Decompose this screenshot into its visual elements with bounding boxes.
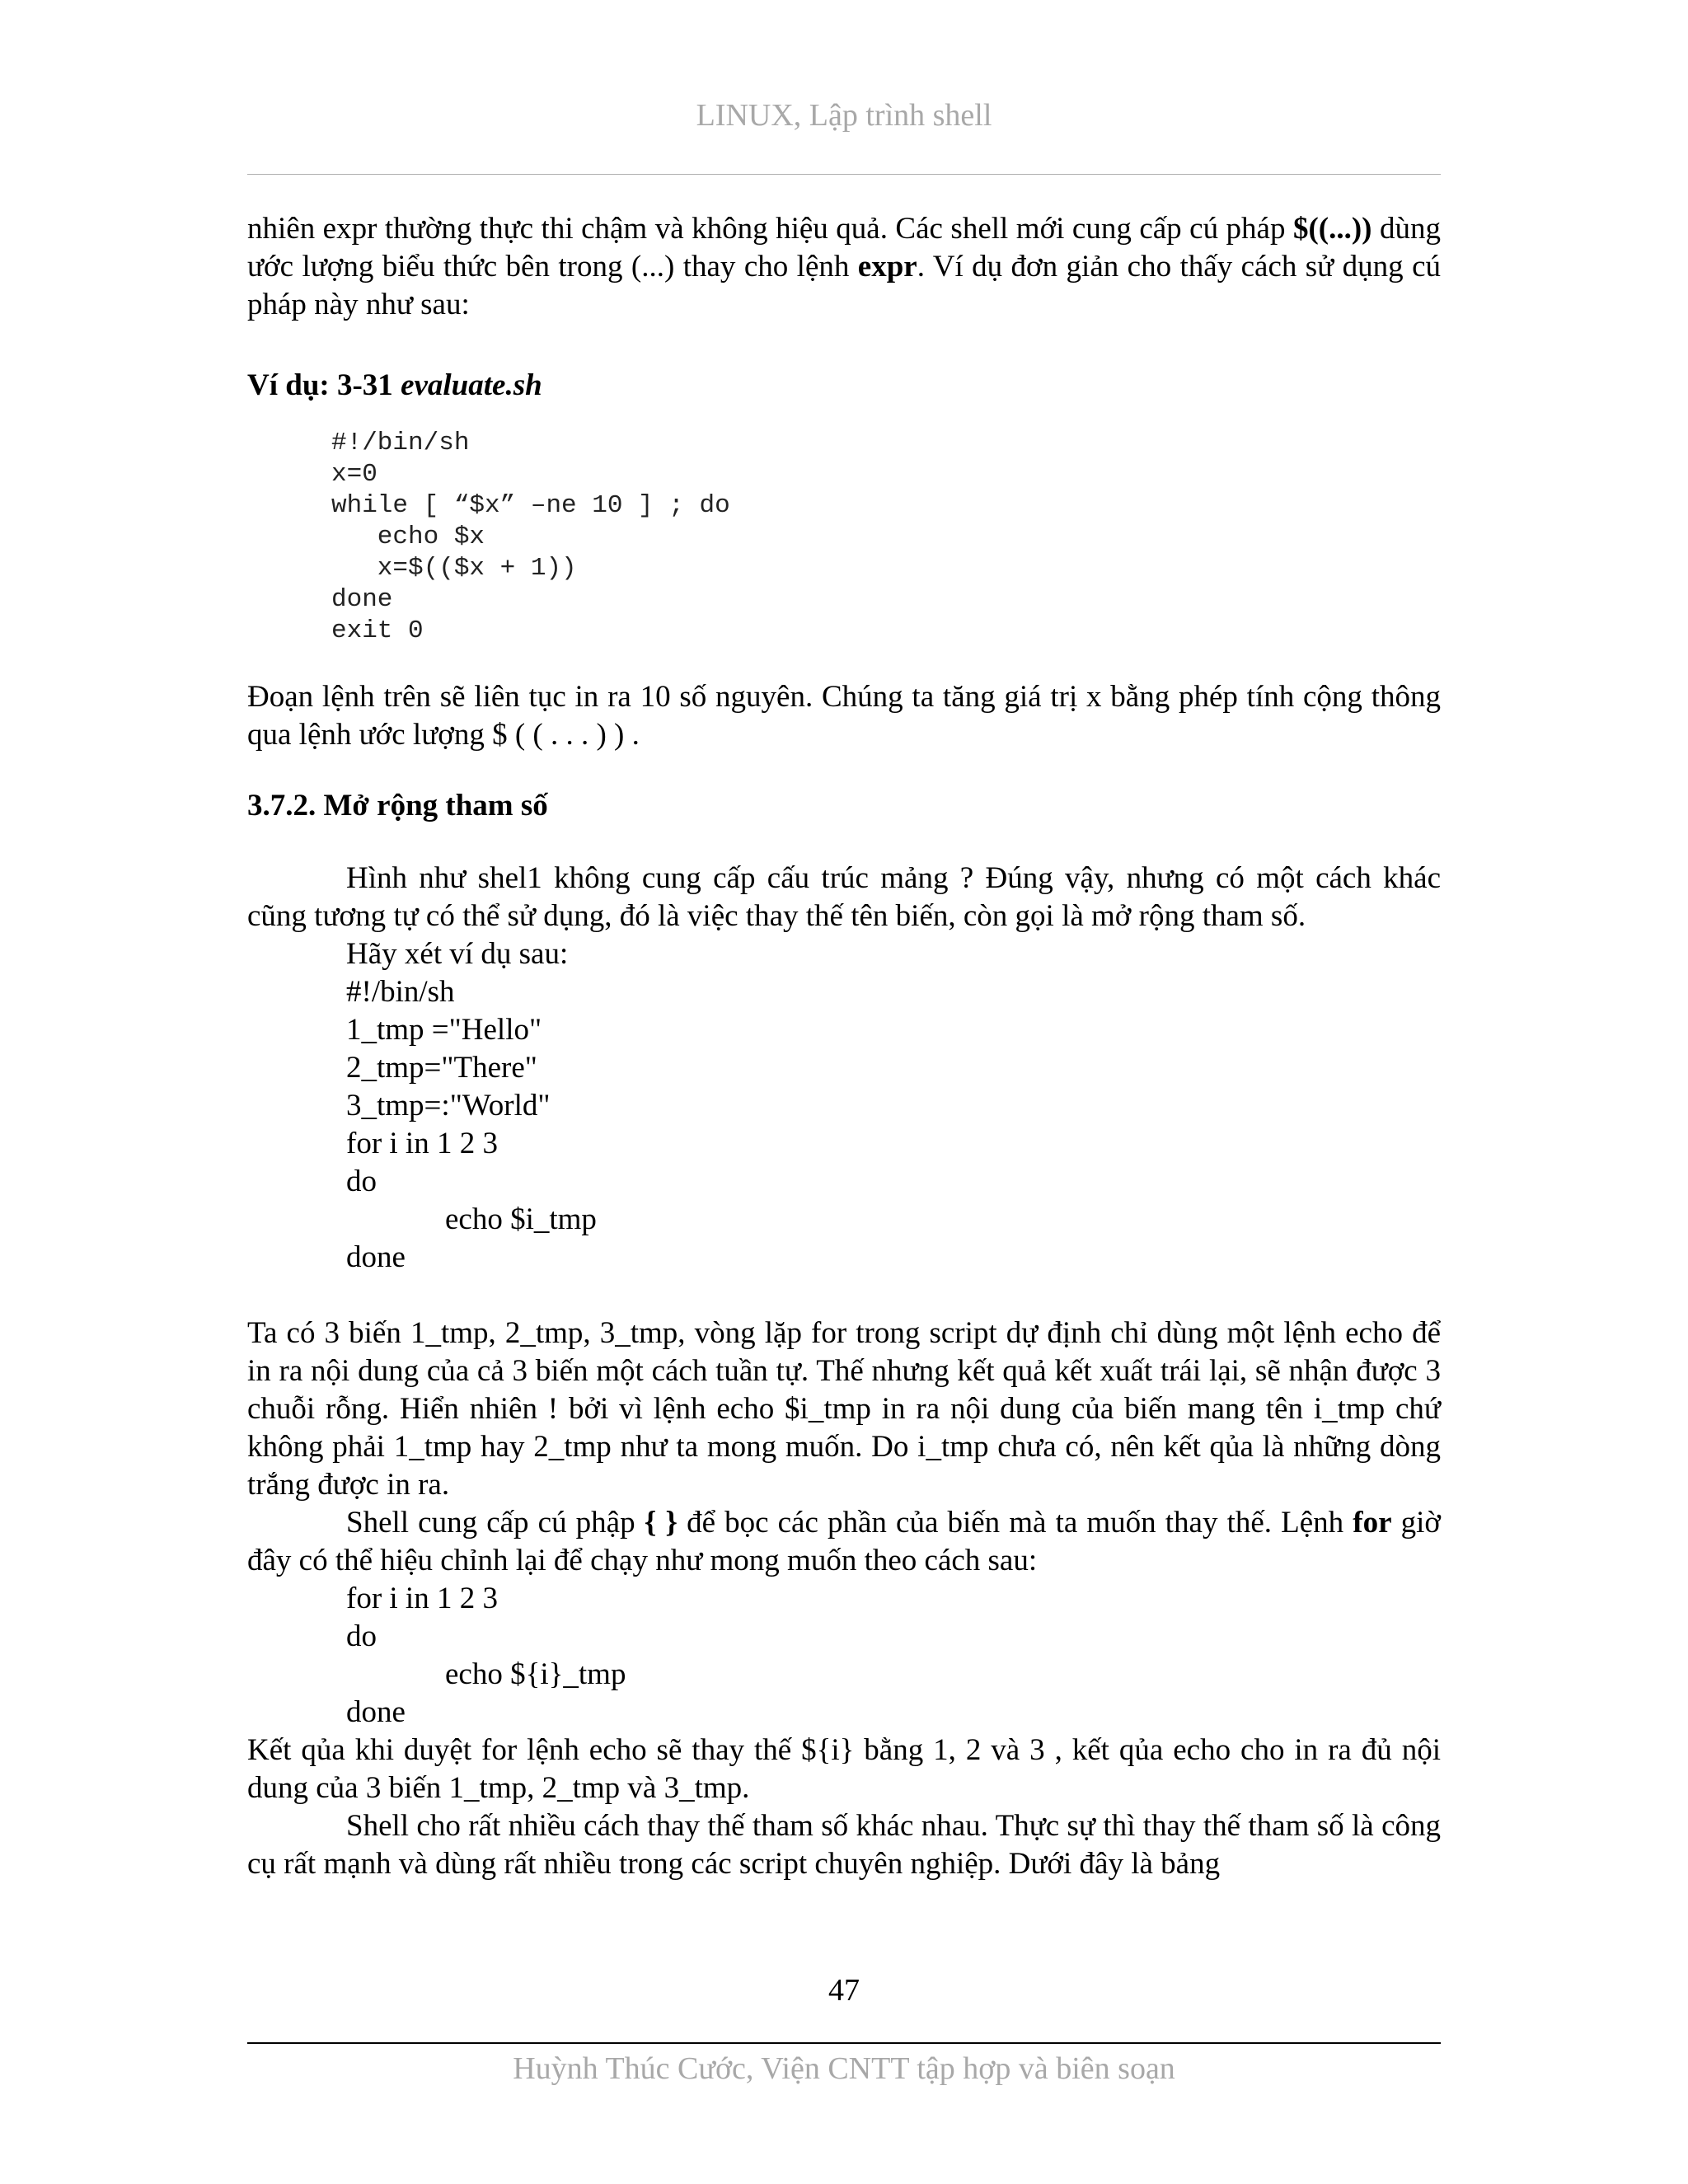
code-line: done xyxy=(331,585,393,614)
page-number: 47 xyxy=(828,1973,860,2008)
page-body xyxy=(247,210,1441,1883)
section-paragraph-4: Kết qủa khi duyệt for lệnh echo sẽ thay thế ${i} bằng 1, 2 và 3 , kết qủa echo cho in ra đủ nội dung của 3 biến 1_tmp, 2_tmp và 3_tmp. xyxy=(247,1733,1441,1805)
intro-expr: expr xyxy=(857,250,917,284)
example-title xyxy=(247,367,1441,405)
listing-line: for i in 1 2 3 xyxy=(346,1582,498,1615)
para3-text-1: Shell cung cấp cú phập xyxy=(346,1506,645,1540)
listing-line: do xyxy=(346,1165,377,1198)
footer-rule xyxy=(247,2042,1441,2044)
listing-line: do xyxy=(346,1619,377,1653)
para3-text-3: giờ đây có thể hiệu chỉnh lại để chạy như mong muốn theo cách sau: xyxy=(247,1506,1441,1577)
listing-line: echo ${i}_tmp xyxy=(445,1657,626,1691)
intro-text-1: nhiên expr thường thực thi chậm và không hiệu quả. Các shell mới cung cấp cú pháp xyxy=(247,212,1293,246)
section-heading: 3.7.2. Mở rộng tham số xyxy=(247,789,548,823)
para3-braces: { } xyxy=(644,1506,678,1540)
code-line: exit 0 xyxy=(331,616,424,645)
para3-text-2: để bọc các phần của biến mà ta muốn thay thế. Lệnh xyxy=(677,1506,1353,1540)
section-paragraph-1: Hình như shel1 không cung cấp cấu trúc mảng ? Đúng vậy, nhưng có một cách khác cũng tương tự có thể sử dụng, đó là việc thay thế tên biến, còn gọi là mở rộng tham số. xyxy=(247,861,1441,933)
intro-text-2: dùng ước lượng biểu thức bên trong (...) thay cho lệnh xyxy=(247,212,1441,284)
example-listing-2 xyxy=(346,1580,1441,1732)
intro-syntax: $((...)) xyxy=(1292,212,1372,246)
code-line: #!/bin/sh xyxy=(331,429,470,457)
section-paragraph-3 xyxy=(247,1504,1441,1580)
example-listing-1 xyxy=(346,935,1441,1277)
intro-paragraph xyxy=(247,210,1441,324)
listing-line: echo $i_tmp xyxy=(445,1202,597,1236)
code-line: x=0 xyxy=(331,460,377,489)
listing-line: for i in 1 2 3 xyxy=(346,1127,498,1160)
listing-intro: Hãy xét ví dụ sau: xyxy=(346,937,569,971)
after-code-paragraph: Đoạn lệnh trên sẽ liên tục in ra 10 số nguyên. Chúng ta tăng giá trị x bằng phép tính cộng thông qua lệnh ước lượng $ ( ( . . . ) ) . xyxy=(247,680,1441,752)
example-filename: evaluate.sh xyxy=(401,368,542,402)
listing-line: #!/bin/sh xyxy=(346,975,455,1009)
listing-line: 2_tmp="There" xyxy=(346,1051,537,1085)
section-paragraph-5: Shell cho rất nhiều cách thay thế tham số khác nhau. Thực sự thì thay thế tham số là công cụ rất mạnh và dùng rất nhiều trong các script chuyên nghiệp. Dưới đây là bảng xyxy=(247,1809,1441,1881)
blank-line xyxy=(247,1277,1441,1315)
code-line: x=$(($x + 1)) xyxy=(331,554,577,583)
code-listing xyxy=(331,428,1441,647)
para3-for: for xyxy=(1353,1506,1392,1540)
running-header: LINUX, Lập trình shell xyxy=(696,98,992,133)
example-label: Ví dụ: 3-31 xyxy=(247,368,401,402)
section-paragraph-2: Ta có 3 biến 1_tmp, 2_tmp, 3_tmp, vòng lặp for trong script dự định chỉ dùng một lệnh echo để in ra nội dung của cả 3 biến một cách tuần tự. Thế nhưng kết quả kết xuất trái lại, sẽ nhận được 3 chuỗi rỗng. Hiển nhiên ! bởi vì lệnh echo $i_tmp in ra nội dung của biến mang tên i_tmp chứ không phải 1_tmp hay 2_tmp như ta mong muốn. Do i_tmp chưa có, nên kết qủa là những dòng trắng được in ra. xyxy=(247,1316,1441,1502)
running-footer: Huỳnh Thúc Cước, Viện CNTT tập hợp và biên soạn xyxy=(513,2051,1175,2086)
intro-text-3: . Ví dụ đơn giản cho thấy cách sử dụng cú pháp này như sau: xyxy=(247,250,1441,321)
listing-line: done xyxy=(346,1240,406,1274)
listing-line: done xyxy=(346,1695,406,1729)
header-rule xyxy=(247,174,1441,175)
code-line: echo $x xyxy=(331,523,485,551)
listing-line: 3_tmp=:"World" xyxy=(346,1089,551,1122)
listing-line: 1_tmp ="Hello" xyxy=(346,1013,542,1047)
code-line: while [ “$x” –ne 10 ] ; do xyxy=(331,491,730,520)
